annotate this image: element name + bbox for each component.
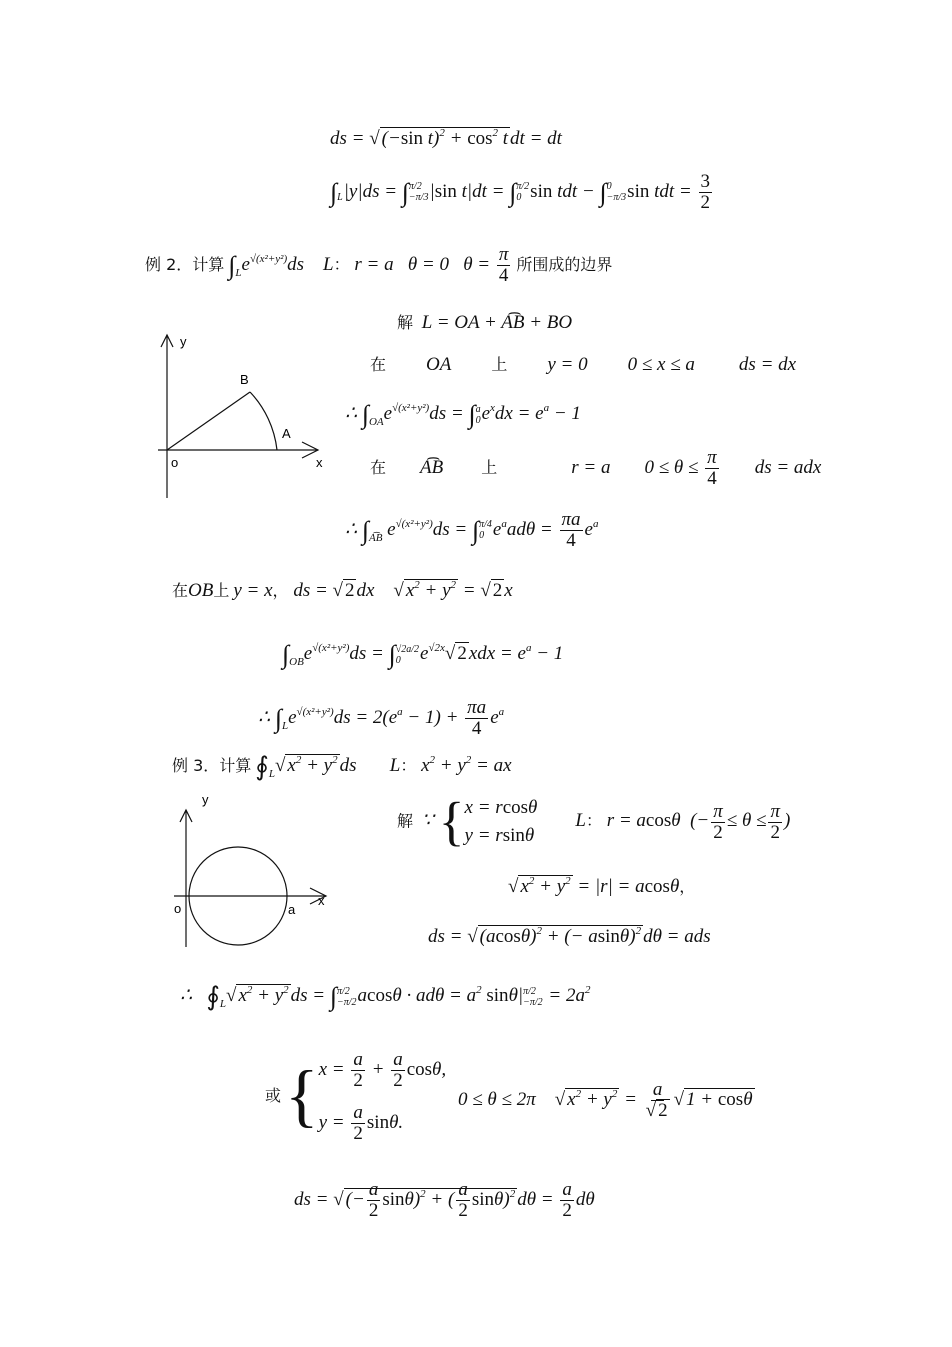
- formula-sqrt-r: √ $x^2 + y^2 = |r| = acos\theta$，: [508, 875, 696, 897]
- label-x: x: [318, 893, 325, 908]
- on-ob-line: 在OB上 y = x， ds = √ 2 dx √ $x^2 + y^2$ = √ 2 x: [172, 579, 513, 601]
- formula-ds-dt: ds = √ (−sin $t)^2 + \cos^2 t$ dt = dt: [330, 127, 562, 149]
- on-oa-line: 在 OA 上 y = 0 0 ≤ x ≤ a ds = dx: [370, 354, 797, 375]
- sector-diagram: [150, 330, 335, 500]
- formula-integral-oa: ∴ $\int_{OA}e^{√(x^2+y^2)}ds$ = ∫ a 0 $e^xdx = e^a - 1$: [345, 400, 581, 429]
- solution-2-decomposition: 解 L = OA + A͡B + BO: [397, 312, 573, 333]
- label-a: a: [288, 902, 296, 917]
- alternative-parametrization: 或 { x = $\frac{a}{2}$ + $\frac{a}{2}$ cosθ, y = $\frac{a}{2}$ sinθ.: [265, 1049, 447, 1144]
- label-o: o: [171, 455, 179, 470]
- formula-alt-range: 0 ≤ θ ≤ 2π √ $x^2 + y^2$ = $\frac{a}{√ 2}$ √ 1 + cosθ: [458, 1079, 753, 1121]
- formula-ds-polar: ds = √ $(acos\theta)^2$ + (− asinθ)$^2$ dθ = ads: [428, 925, 711, 947]
- formula-integral-total: ∴ $\int_Le^{√(x^2+y^2)}ds = 2(e^a - 1)$ + $\frac{\pi a}{4}$ $e^a$: [258, 697, 505, 739]
- formula-integral-ob: $\int_{OB}e^{√(x^2+y^2)}ds$ = ∫ √2a/2 0 $e^{√2x}√$ 2 xdx = $e^a - 1$: [282, 640, 564, 669]
- circle-diagram: [168, 792, 338, 952]
- example-2-title: 例 2．计算 $\int_Le^{√(x^2+y^2)}ds$ L： r = a θ = 0 θ = $\frac{\pi}{4}$ 所围成的边界: [145, 244, 613, 286]
- arc-ab: [250, 392, 277, 450]
- label-y: y: [202, 792, 209, 807]
- on-ab-line: 在 A͡B 上 r = a 0 ≤ θ ≤ $\frac{\pi}{4}$ ds = adx: [370, 447, 822, 489]
- segment-ob: [167, 392, 250, 450]
- label-o: o: [174, 901, 182, 916]
- formula-ds-alt: ds = √ (− $\frac{a}{2}$ sinθ)$^2$ + ( $\frac{a}{2}$ sinθ)$^2$ dθ = $\frac{a}{2}$ dθ: [294, 1179, 595, 1221]
- label-a: A: [282, 426, 291, 441]
- label-b: B: [240, 372, 249, 387]
- solution-3-polar: 解 ∵ { x = rcosθ y = rsinθ L： r = acosθ (− $\frac{\pi}{2}$ ≤ θ ≤ $\frac{\pi}{2}$ ): [397, 792, 791, 852]
- formula-integral-abs-y: ∫ L |y|ds = ∫ π/2 −π/3 |sin t|dt = ∫ π/2 0 sin tdt − ∫ 0 −π/3 sin tdt = $\frac{3}{2}$: [330, 171, 710, 213]
- example-3-title: 例 3．计算 $∮_L√$ $x^2 + y^2$ ds L： $x^2 + y^2$ = ax: [172, 752, 512, 781]
- label-x: x: [316, 455, 323, 470]
- formula-integral-result: ∴ $∮_L√$ $x^2 + y^2$ ds = ∫ π/2 −π/2 $acos\theta \cdot ad\theta = a^2$ sinθ| π/2 −π/2 = $2a^2$: [180, 982, 591, 1011]
- formula-integral-ab: ∴ $\int_{A͡B}$ $e^{√(x^2+y^2)}ds$ = ∫ π/4 0 $e^aad\theta$ = $\frac{\pi a}{4}$ $e^a$: [345, 509, 599, 551]
- label-y: y: [180, 334, 187, 349]
